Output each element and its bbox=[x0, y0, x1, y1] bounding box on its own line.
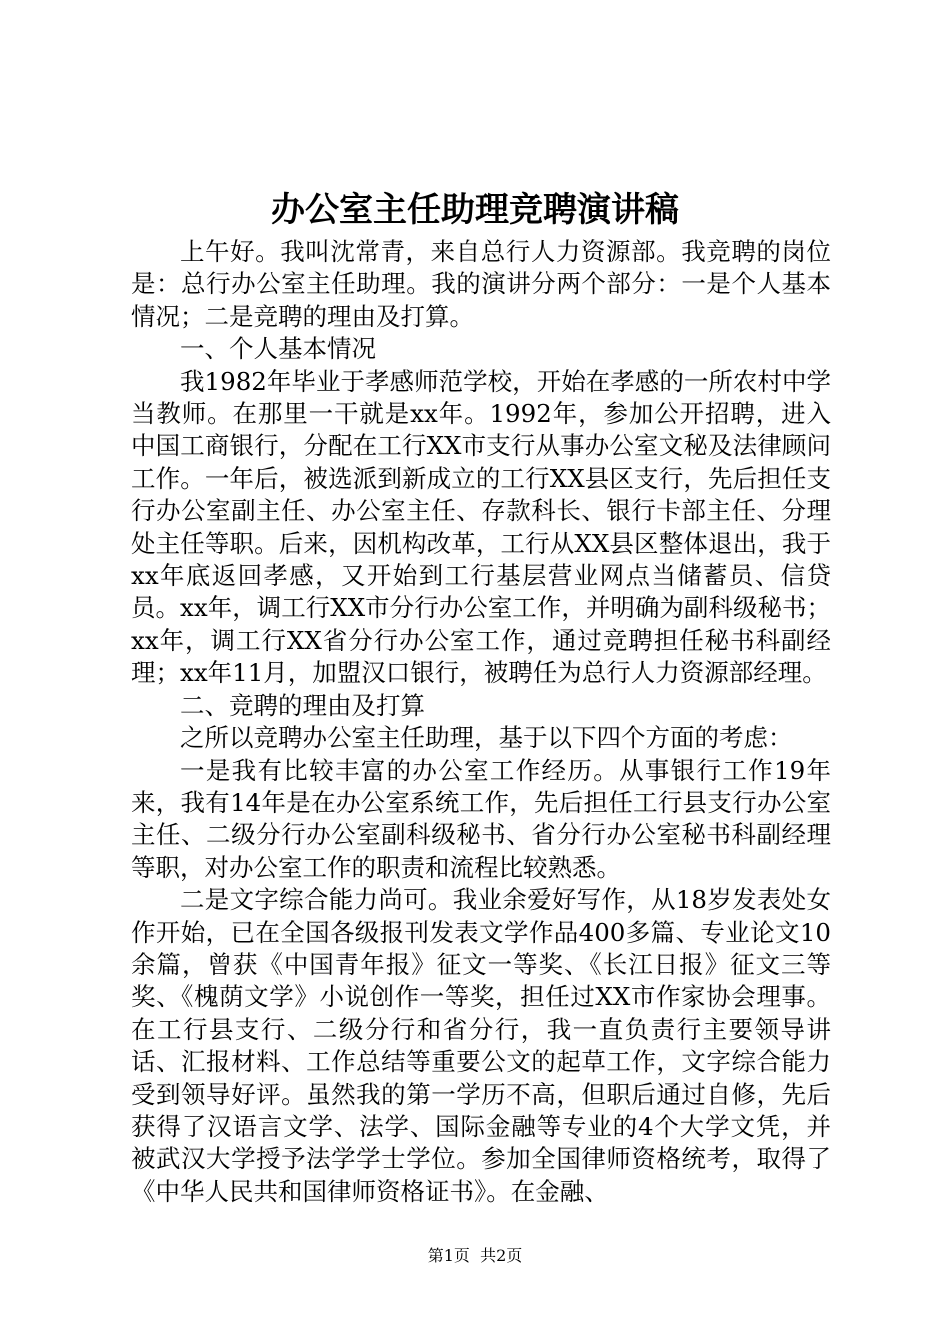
paragraph-reason-one: 一是我有比较丰富的办公室工作经历。从事银行工作19年来，我有14年是在办公室系统工作，先后担任工行县支行办公室主任、二级分行办公室副科级秘书、省分行办公室秘书科副经理等职，对办公室工作的职责和流程比较熟悉。 bbox=[131, 755, 831, 882]
page-total: 共2页 bbox=[480, 1246, 523, 1265]
paragraph-reasons-intro: 之所以竞聘办公室主任助理，基于以下四个方面的考虑： bbox=[180, 723, 793, 753]
paragraph-reason-two: 二是文字综合能力尚可。我业余爱好写作，从18岁发表处女作开始，已在全国各级报刊发表文学作品400多篇、专业论文10余篇，曾获《中国青年报》征文一等奖、《长江日报》征文三等奖、《槐荫文学》小说创作一等奖，担任过XX市作家协会理事。在工行县支行、二级分行和省分行，我一直负责行主要领导讲话、汇报材料、工作总结等重要公文的起草工作，文字综合能力受到领导好评。虽然我的第一学历不高，但职后通过自修，先后获得了汉语言文学、法学、国际金融等专业的4个大学文凭，并被武汉大学授予法学学士学位。参加全国律师资格统考，取得了《中华人民共和国律师资格证书》。在金融、 bbox=[131, 885, 831, 1206]
section-heading-reasons: 二、竞聘的理由及打算 bbox=[180, 690, 425, 720]
paragraph-greeting: 上午好。我叫沈常青，来自总行人力资源部。我竞聘的岗位是：总行办公室主任助理。我的演讲分两个部分：一是个人基本情况；二是竞聘的理由及打算。 bbox=[131, 237, 831, 331]
document-body bbox=[131, 236, 831, 1208]
document-title: 办公室主任助理竞聘演讲稿 bbox=[271, 190, 679, 230]
page-number: 第1页 bbox=[427, 1246, 470, 1265]
section-heading-basic-info: 一、个人基本情况 bbox=[180, 334, 376, 364]
paragraph-career-history: 我1982年毕业于孝感师范学校，开始在孝感的一所农村中学当教师。在那里一干就是xx年。1992年，参加公开招聘，进入中国工商银行，分配在工行XX市支行从事办公室文秘及法律顾问工作。一年后，被选派到新成立的工行XX县区支行，先后担任支行办公室副主任、办公室主任、存款科长、银行卡部主任、分理处主任等职。后来，因机构改革，工行从XX县区整体退出，我于xx年底返回孝感，又开始到工行基层营业网点当储蓄员、信贷员。xx年，调工行XX市分行办公室工作，并明确为副科级秘书；xx年，调工行XX省分行办公室工作，通过竞聘担任秘书科副经理；xx年11月，加盟汉口银行，被聘任为总行人力资源部经理。 bbox=[131, 366, 831, 688]
page-footer bbox=[0, 1245, 950, 1267]
